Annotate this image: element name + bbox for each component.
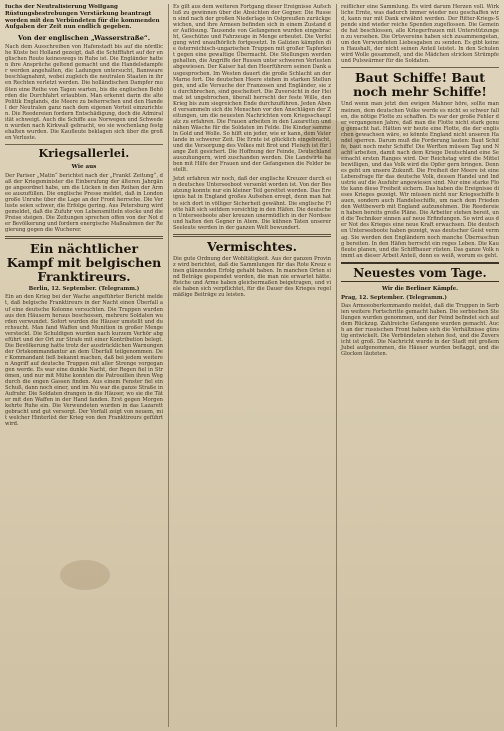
section-heading: Von der englischen „Wasserstraße“. — [17, 34, 151, 43]
article-body: reiflicher eine Sammlung. Es wird darum Herzen voll. Wirkliche Ernte, was dadurch immer wieder neu geschaffen wird, kann nur mit Dank erwähnt werden. Der Ritter-Kriegs-Spende sind wieder reiche Spenden zugeflossen. Die Gemeinde hat beschlossen, alle Kriegerfrauen mit Unterstützungen zu versehen. Die Ortsvereine haben sich zusammengetan, um den Verwundeten Liebesgaben zu senden. Es gibt keinen Haushalt, der nicht seinen Anteil leistet. In den Schulen wird Wolle gesammelt, und die Mädchen stricken Strümpfe und Pulswärmer für die Soldaten. — [341, 4, 499, 65]
dateline: Prag, 12. September. (Telegramm.) — [341, 294, 447, 301]
column-2 — [168, 4, 331, 727]
divider — [5, 236, 163, 239]
section-heading: Vermischtes. — [207, 238, 297, 254]
section-heading: Neuestes vom Tage. — [353, 265, 487, 280]
article-body: Der Pariser „Matin“ berichtet nach der „Frankf. Zeitung“, daß der Kriegsminister die Einberufung der älteren Jahrgänge angeordnet habe, um die Lücken in den Reihen der Armee auszufüllen. Die englische Presse meldet, daß in London große Unruhe über die Lage an der Front herrsche. Die Verluste seien schwer, die Erfolge gering. Aus Petersburg wird gemeldet, daß die Zufuhr von Lebensmitteln stocke und die Preise steigen. Die Zeitungen sprechen offen von der Not der Bevölkerung und fordern energische Maßnahmen der Regierung gegen die Wucherer. — [5, 172, 163, 234]
divider — [173, 234, 331, 237]
article-body: Das Armeeoberkommando meldet, daß die Truppen in Serbien weitere Fortschritte gemacht haben. Die serbischen Stellungen wurden genommen, und der Feind befindet sich auf dem Rückzug. Zahlreiche Gefangene wurden gemacht. Auch an der russischen Front haben sich die Verhältnisse günstig entwickelt. Die Verbündeten stehen fest, und die Zuversicht ist groß. Die Nachricht wurde in der Stadt mit großem Jubel aufgenommen, die Häuser wurden beflaggt, und die Glocken läuteten. — [341, 302, 499, 358]
article-body: Nach dem Ausschreiben von Hafenstadt bis auf die nördliche Küste bei Holland gezeigt, daß die Schifffahrt auf der englischen Route keineswegs in Ruhe ist. Die Engländer hatten ihre Ansprüche geltend gemacht und die Handelsdampfer werden angehalten, die Ladungen untersucht, Bannware beschlagnahmt, wobei zugleich die neutralen Staaten in ihren Rechten verletzt werden. Die holländischen Dampfer mußten eine Reihe von Tagen warten, bis die englischen Behörden die Durchfahrt erlaubten. Man erkennt darin die alte Politik Englands, die Meere zu beherrschen und den Handel der Neutralen ganz nach dem eigenen Vorteil einzurichten. Die Reedereien fordern Entschädigung, doch die Admiralität schweigt. Auch die Schiffe aus Norwegen und Schweden wurden nach Kirkwall gebracht, wo sie wochenlang festgehalten wurden. Die Kaufleute beklagen sich über die großen Verluste. — [5, 44, 163, 141]
top-text: fuchs der Neutralisierung Wolfgang Rüstungsbestrebungen Verstärkung beantragt worden mit den Verbündeten für die kommenden Aufgaben der Zeit nun endlich gegeben. — [5, 4, 160, 31]
article-body: Es gilt aus dem weiteren Fortgang dieser Ereignisse Aufschluß zu gewinnen über die Absichten der Gegner. Die Russen sind nach der großen Niederlage in Ostpreußen zurückgewichen, und ihre Armeen befinden sich in einem Zustand der Auflösung. Tausende von Gefangenen wurden eingebracht, Geschütze und Fahrzeuge in Menge erbeutet. Die Verfolgung wird unaufhörlich fortgesetzt. In Galizien kämpfen die österreichisch-ungarischen Truppen mit großer Tapferkeit gegen eine gewaltige Übermacht. Die Stellungen werden gehalten, die Angriffe der Russen unter schweren Verlusten abgewiesen. Der Kaiser hat den Heerführern seinen Dank ausgesprochen. Im Westen dauert die große Schlacht an der Marne fort. Die deutschen Heere stehen in starken Stellungen, und alle Versuche der Franzosen und Engländer, sie zu durchbrechen, sind gescheitert. Die Zuversicht in der Heimat ist ungebrochen, überall herrscht der feste Wille, den Krieg bis zum siegreichen Ende durchzuführen. Jeden Abend versammeln sich die Menschen vor den Anschlägen der Zeitungen, um die neuesten Nachrichten vom Kriegsschauplatz zu erfahren. Die Frauen arbeiten in den Lazaretten und nähen Wäsche für die Soldaten im Felde. Die Kinder sammeln Gold und Wolle. So hilft ein jeder, wie er kann, dem Vaterlande in schwerer Zeit. Die Ernte ist glücklich eingebracht, und die Versorgung des Volkes mit Brot und Fleisch ist für lange Zeit gesichert. Die Hoffnung der Feinde, Deutschland auszuhungern, wird zuschanden werden. Die Landwirte haben mit Hilfe der Frauen und der Gefangenen die Felder bestellt. — [173, 4, 331, 174]
article-body: Ein an den Krieg bei der Wache angeführter Bericht meldet, daß belgische Franktireurs in der Nacht einen Überfall auf eine deutsche Kolonne versuchten. Die Truppen wurden aus den Häusern heraus beschossen, mehrere Soldaten wurden verwundet. Sofort wurden die Häuser umstellt und durchsucht. Man fand Waffen und Munition in großer Menge versteckt. Die Schuldigen wurden nach kurzem Verhör abgeführt und der Ort zur Strafe mit einer Kontribution belegt. Die Bevölkerung hatte trotz der ausdrücklichen Warnungen der Ortskommandantur an dem Überfall teilgenommen. Der Kommandant ließ bekannt machen, daß bei jedem weiteren Angriff auf deutsche Truppen mit aller Strenge vorgegangen werde. Es war eine dunkle Nacht, der Regen fiel in Strömen, und nur mit Mühe konnten die Patrouillen ihren Weg durch die engen Gassen finden. Aus einem Fenster fiel ein Schuß, dann noch einer, und im Nu war die ganze Straße in Aufruhr. Die Soldaten drangen in die Häuser, wo sie die Täter mit den Waffen in der Hand fanden. Erst gegen Morgen kehrte Ruhe ein. Die Verwundeten wurden in das Lazarett gebracht und gut versorgt. Der Vorfall zeigt von neuem, mit welcher Hinterlist der Krieg von den Franktireurs geführt wird. — [5, 294, 163, 428]
article-body: Und wenn man jetzt den ewigen Mahner höre, sollte man meinen, dem deutschen Volke werde es nicht so schwer fallen, die nötige Flotte zu schaffen. Es war der große Fehler der vergangenen Jahre, daß man die Flotte nicht stark genug gemacht hat. Hätten wir heute eine Flotte, die der englischen gewachsen wäre, so könnte England nicht unseren Handel sperren. Darum muß die Forderung lauten: Baut Schiffe, baut noch mehr Schiffe! Die Werften müssen Tag und Nacht arbeiten, damit nach dem Kriege Deutschland eine Seemacht ersten Ranges wird. Der Reichstag wird die Mittel bewilligen, und das Volk wird die Opfer gern bringen. Denn es geht um unsere Zukunft. Die Freiheit der Meere ist eine Lebensfrage für das deutsche Volk, dessen Handel und Industrie auf die Ausfuhr angewiesen sind. Nur eine starke Flotte kann diese Freiheit sichern. Das haben die Ereignisse dieses Krieges gezeigt. Wir müssen nicht nur Kriegsschiffe bauen, sondern auch Handelsschiffe, um nach dem Frieden den Wettbewerb mit England aufzunehmen. Die Reedereien haben bereits große Pläne. Die Arbeiter stehen bereit, und die Techniker sinnen auf neue Erfindungen. So wird aus der Not des Krieges eine neue Kraft erwachsen. Die deutschen Unterseeboote haben gezeigt, was deutscher Geist vermag. Sie werden den Engländern noch manche Überraschung bereiten. In den Häfen herrscht ein reges Leben. Die Kaufleute planen, und die Schiffbauer rüsten. Das ganze Volk nimmt an dieser Arbeit Anteil, denn es weiß, worum es geht. — [341, 101, 499, 259]
article-headline: Ein nächtlicher Kampf mit belgischen Franktireurs. — [6, 241, 162, 285]
column-1 — [5, 4, 163, 727]
subheading: Wie aus — [71, 163, 97, 170]
section-heading: Kriegsallerlei. — [38, 146, 130, 160]
news-banner — [341, 262, 499, 282]
divider — [341, 67, 499, 68]
column-3 — [336, 4, 499, 727]
column-layout — [5, 4, 499, 727]
subheading: Wir die Berliner Kämpfe. — [381, 285, 459, 292]
article-body: Die gute Ordnung der Wohltätigkeit. Aus der ganzen Provinz wird berichtet, daß die Sammlungen für das Rote Kreuz einen glänzenden Erfolg gehabt haben. In manchen Orten sind Beträge gespendet worden, die man nie erwartet hätte. Reiche und Arme haben gleichermaßen beigetragen, und viele haben sich verpflichtet, für die Dauer des Krieges regelmäßige Beiträge zu leisten. — [173, 255, 331, 299]
article-body: Jetzt erfahren wir noch, daß der englische Kreuzer durch ein deutsches Unterseeboot versenkt worden ist. Von der Besatzung konnte nur ein kleiner Teil gerettet werden. Das Ereignis hat in England großes Aufsehen erregt, denn man hatte sich dort in völliger Sicherheit gewähnt. Die englische Flotte hält sich seitdem vorsichtig in den Häfen. Die deutschen Unterseeboote aber kreuzen unermüdlich in der Nordsee und halten den Gegner in Atem. Die kühnen Taten unserer Seeleute werden in der ganzen Welt bewundert. — [173, 176, 331, 231]
article-headline: Baut Schiffe! Baut noch mehr Schiffe! — [353, 70, 487, 100]
divider — [5, 144, 163, 145]
dateline: Berlin, 12. September. (Telegramm.) — [28, 286, 140, 293]
